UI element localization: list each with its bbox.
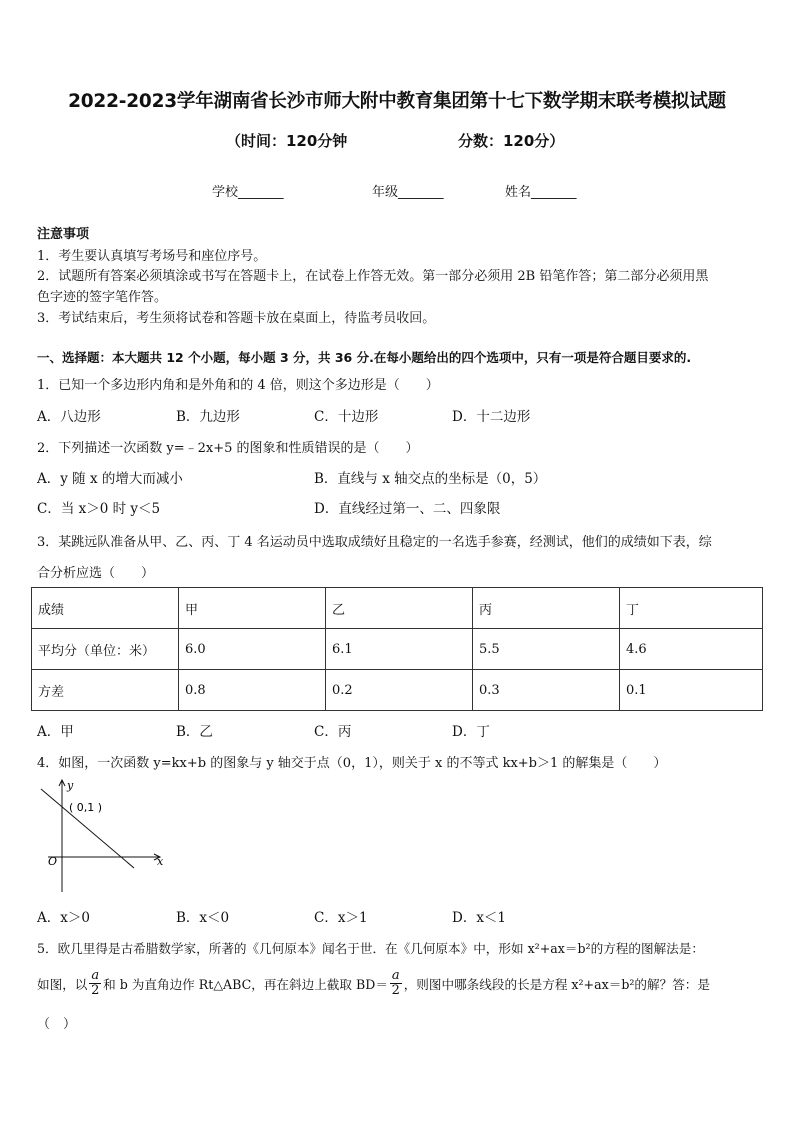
point-label: ( 0,1 ): [69, 801, 103, 814]
table-header-cell: 成绩: [32, 588, 179, 629]
q4-option-b[interactable]: B．x＜0: [176, 910, 230, 926]
q5-text-part: 和 b 为直角边作 Rt△ABC，再在斜边上截取 BD＝: [103, 976, 388, 992]
fraction-numerator: a: [91, 967, 100, 983]
q5-line3: （ ）: [37, 1017, 77, 1032]
q1-option-c[interactable]: C．十边形: [314, 409, 379, 425]
fraction-a-over-2: [390, 969, 402, 998]
fraction-denominator: 2: [391, 982, 400, 998]
q2-option-b[interactable]: B．直线与 x 轴交点的坐标是（0，5）: [314, 471, 547, 487]
notice-item: 2．试题所有答案必须填涂或书写在答题卡上，在试卷上作答无效。第一部分必须用 2B 铅笔作答；第二部分必须用黑: [37, 269, 709, 284]
fraction-denominator: 2: [91, 982, 100, 998]
table-cell: 6.0: [179, 629, 326, 670]
table-header-cell: 乙: [326, 588, 473, 629]
table-row: [32, 629, 763, 670]
section-heading: 一、选择题：本大题共 12 个小题，每小题 3 分，共 36 分.在每小题给出的四个选项中，只有一项是符合题目要求的.: [37, 350, 692, 365]
table-cell: 5.5: [473, 629, 620, 670]
table-header-row: [32, 588, 763, 629]
table-cell: 0.3: [473, 670, 620, 711]
q5-text-part: ，则图中哪条线段的长是方程 x²+ax＝b²的解？答：是: [403, 976, 710, 992]
q3-option-a[interactable]: A．甲: [37, 724, 74, 740]
q5-line1: 5．欧几里得是古希腊数学家，所著的《几何原本》闻名于世．在《几何原本》中，形如 x²+ax＝b²的方程的图解法是：: [37, 941, 704, 956]
q2-option-c[interactable]: C．当 x＞0 时 y＜5: [37, 501, 161, 517]
table-cell: 4.6: [620, 629, 763, 670]
table-row: [32, 670, 763, 711]
table-header-cell: 丙: [473, 588, 620, 629]
table-cell: 平均分（单位：米）: [32, 629, 179, 670]
exam-title: 2022-2023学年湖南省长沙市师大附中教育集团第十七下数学期末联考模拟试题: [68, 91, 726, 112]
notice-item: 1．考生要认真填写考场号和座位序号。: [37, 249, 267, 264]
name-field[interactable]: 姓名_______: [505, 185, 577, 200]
q4-stem: 4．如图，一次函数 y=kx+b 的图象与 y 轴交于点（0，1），则关于 x 的不等式 kx+b＞1 的解集是（ ）: [37, 756, 667, 771]
q4-option-c[interactable]: C．x＞1: [314, 910, 368, 926]
notice-title: 注意事项: [37, 227, 90, 242]
table-cell: 6.1: [326, 629, 473, 670]
q2-stem: 2．下列描述一次函数 y=﹣2x+5 的图象和性质错误的是（ ）: [37, 441, 419, 456]
x-axis-label: x: [157, 855, 164, 868]
origin-label: O: [48, 855, 58, 868]
exam-score: 分数：120分）: [458, 132, 565, 150]
q5-text-part: 如图，以: [37, 976, 88, 992]
fraction-numerator: a: [391, 967, 400, 983]
q1-option-a[interactable]: A．八边形: [37, 409, 101, 425]
school-field[interactable]: 学校_______: [212, 185, 284, 200]
table-cell: 0.8: [179, 670, 326, 711]
table-cell: 方差: [32, 670, 179, 711]
linear-function-graph: [36, 775, 176, 897]
table-header-cell: 丁: [620, 588, 763, 629]
q3-option-d[interactable]: D．丁: [452, 724, 490, 740]
exam-time: （时间：120分钟: [226, 132, 348, 150]
q2-option-a[interactable]: A．y 随 x 的增大而减小: [37, 471, 183, 487]
q3-option-c[interactable]: C．丙: [314, 724, 352, 740]
table-header-cell: 甲: [179, 588, 326, 629]
scores-table: [31, 587, 763, 711]
q4-option-a[interactable]: A．x＞0: [37, 910, 90, 926]
q5-line2: [37, 965, 710, 1001]
y-axis-label: y: [67, 779, 74, 792]
notice-item: 3．考试结束后，考生须将试卷和答题卡放在桌面上，待监考员收回。: [37, 311, 436, 326]
q3-stem-line1: 3．某跳远队准备从甲、乙、丙、丁 4 名运动员中选取成绩好且稳定的一名选手参赛，经测试，他们的成绩如下表，综: [37, 535, 712, 550]
q2-option-d[interactable]: D．直线经过第一、二、四象限: [314, 501, 501, 517]
table-cell: 0.2: [326, 670, 473, 711]
grade-field[interactable]: 年级_______: [372, 185, 444, 200]
q4-option-d[interactable]: D．x＜1: [452, 910, 507, 926]
q1-option-b[interactable]: B．九边形: [176, 409, 240, 425]
notice-item: 色字迹的签字笔作答。: [37, 290, 168, 305]
q1-stem: 1．已知一个多边形内角和是外角和的 4 倍，则这个多边形是（ ）: [37, 378, 439, 393]
q3-option-b[interactable]: B．乙: [176, 724, 213, 740]
table-cell: 0.1: [620, 670, 763, 711]
q3-stem-line2: 合分析应选（ ）: [37, 566, 155, 581]
q1-option-d[interactable]: D．十二边形: [452, 409, 531, 425]
fraction-a-over-2: [89, 969, 101, 998]
